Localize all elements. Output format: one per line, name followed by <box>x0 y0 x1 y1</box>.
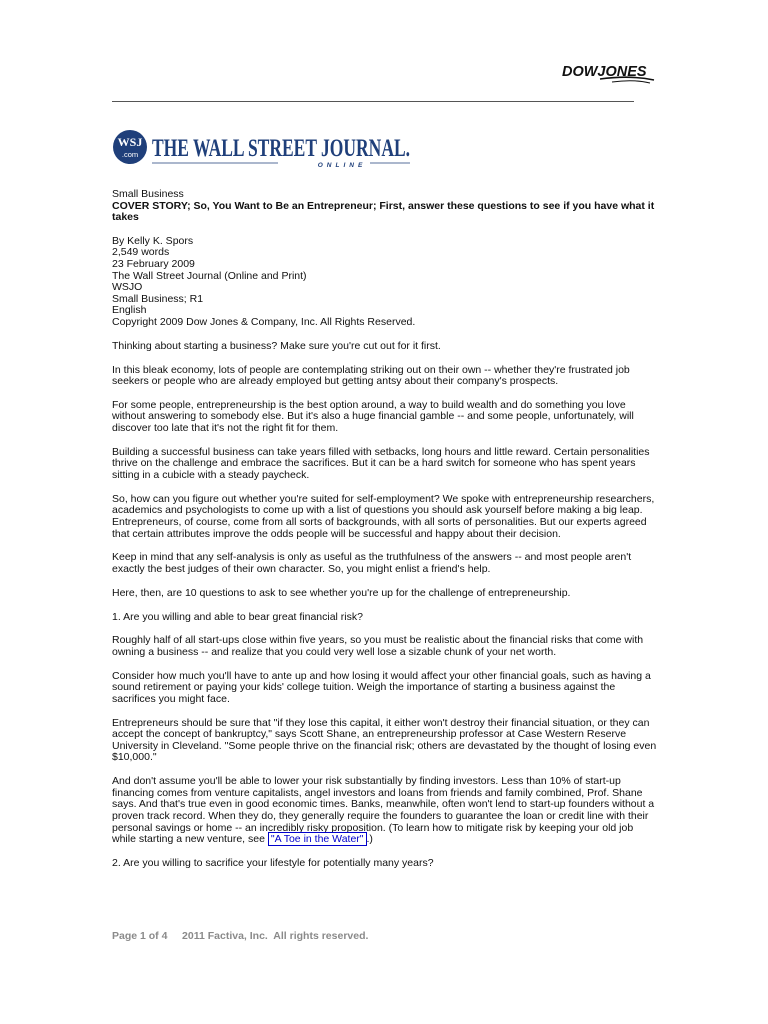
paragraph: For some people, entrepreneurship is the best option around, a way to build wealth and do something you love without answering to somebody else. But it's also a huge financial gamble -- and some people, unfortunately, will discover too late that it's not the right fit for them. <box>112 398 634 435</box>
header-divider <box>112 101 634 102</box>
article-word-count: 2,549 words <box>112 246 170 259</box>
wsj-badge-top: WSJ <box>117 135 143 149</box>
article-source-code: WSJO <box>112 281 143 294</box>
footer-copyright: 2011 Factiva, Inc. All rights reserved. <box>182 930 369 942</box>
article-body <box>112 189 657 882</box>
article-section-page: Small Business; R1 <box>112 292 204 305</box>
article-language: English <box>112 304 147 317</box>
wsj-masthead-title: THE WALL STREET JOURNAL. <box>152 135 410 162</box>
wsj-badge-bottom: .com <box>121 150 139 159</box>
paragraph-with-link <box>112 776 657 846</box>
toe-in-the-water-link[interactable]: "A Toe in the Water" <box>268 832 367 846</box>
page-footer <box>112 930 368 942</box>
paragraph: Entrepreneurs should be sure that "if they lose this capital, it either won't destroy their financial situation, or they can accept the concept of bankruptcy," says Scott Shane, an entrepreneurship professor at Case Western Reserve University in Cleveland. "Some people thrive on the financial risk; others are devastated by the thought of losing even $10,000." <box>112 716 657 764</box>
paragraph: So, how can you figure out whether you're suited for self-employment? We spoke with entrepreneurship researchers, academics and psychologists to come up with a list of questions you should ask yourself before making a big leap. Entrepreneurs, of course, come from all sorts of backgrounds, with all sorts of personalities. But our experts agreed that certain attributes improve the odds people will be successful and happy about their decision. <box>112 492 655 540</box>
article-headline: COVER STORY; So, You Want to Be an Entrepreneur; First, answer these questions to see if you have what it takes <box>112 199 655 224</box>
question-heading: 2. Are you willing to sacrifice your lifestyle for potentially many years? <box>112 856 434 869</box>
article-source: The Wall Street Journal (Online and Print) <box>112 269 307 282</box>
wsj-masthead-logo <box>112 127 412 171</box>
article-metadata <box>112 236 657 329</box>
paragraph-text: And don't assume you'll be able to lower your risk substantially by finding investors. Less than 10% of start-up financing comes from venture capitalists, angel investors and loans from friends and family combined, Prof. Shane says. And that's true even in good economic times. Banks, meanwhile, often won't lend to start-up founders without a proven track record. When they do, they generally require the founders to guarantee the loan or credit line with their personal savings or home -- an incredibly risky proposition. (To learn how to mitigate risk by keeping your old job while starting a new venture, see <box>112 775 655 846</box>
article-section: Small Business <box>112 188 184 200</box>
paragraph: Thinking about starting a business? Make sure you're cut out for it first. <box>112 339 441 352</box>
page-number: Page 1 of 4 <box>112 930 168 942</box>
dowjones-logo <box>560 58 656 86</box>
paragraph: Here, then, are 10 questions to ask to see whether you're up for the challenge of entrepreneurship. <box>112 586 571 599</box>
question-heading: 1. Are you willing and able to bear great financial risk? <box>112 610 363 623</box>
article-byline: By Kelly K. Spors <box>112 234 194 247</box>
paragraph: Building a successful business can take years filled with setbacks, long hours and little reward. Certain personalities thrive on the challenge and embrace the sacrifices. But it can be a hard switch for someone who has spent years sitting in a cubicle with a steady paycheck. <box>112 445 650 482</box>
dowjones-logo-text: DOWJONES <box>562 64 647 80</box>
article-date: 23 February 2009 <box>112 257 195 270</box>
wsj-masthead-subtitle: ONLINE <box>317 162 367 169</box>
paragraph: Keep in mind that any self-analysis is only as useful as the truthfulness of the answers -- and most people aren't exactly the best judges of their own character. So, you might enlist a friend's help. <box>112 551 632 575</box>
paragraph-end: .) <box>366 833 373 846</box>
paragraph: In this bleak economy, lots of people are contemplating striking out on their own -- whether they're frustrated job seekers or people who are already employed but getting antsy about their company's prospects. <box>112 363 630 388</box>
paragraph: Consider how much you'll have to ante up and how losing it would affect your other financial goals, such as having a sound retirement or paying your kids' college tuition. Weigh the importance of starting a business against the sacrifices you might face. <box>112 669 651 705</box>
paragraph: Roughly half of all start-ups close within five years, so you must be realistic about the financial risks that come with owning a business -- and realize that you could very well lose a sizable chunk of your net worth. <box>112 634 644 658</box>
article-copyright: Copyright 2009 Dow Jones & Company, Inc. All Rights Reserved. <box>112 315 416 328</box>
